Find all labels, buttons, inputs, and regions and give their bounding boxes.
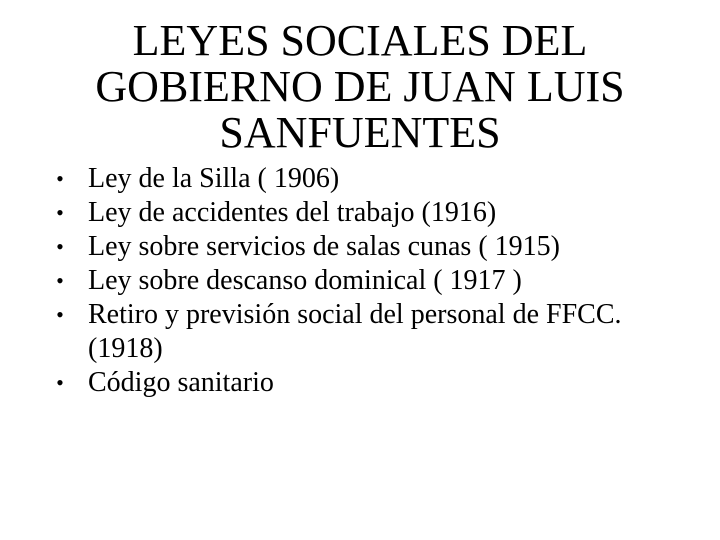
- bullet-text: Ley sobre servicios de salas cunas ( 1915): [88, 231, 560, 262]
- bullet-text: Ley de la Silla ( 1906): [88, 163, 340, 194]
- bullet-text: Retiro y previsión social del personal de FFCC. (1918): [88, 299, 622, 364]
- bullet-icon: •: [56, 200, 64, 225]
- bullet-icon: •: [56, 234, 64, 259]
- slide-title: LEYES SOCIALES DEL GOBIERNO DE JUAN LUIS SANFUENTES: [95, 16, 625, 157]
- bullet-icon: •: [56, 166, 64, 191]
- bullet-icon: •: [56, 302, 64, 327]
- bullet-item-6: [50, 366, 680, 400]
- bullet-item-1: [50, 162, 680, 196]
- bullet-item-2: [50, 196, 680, 230]
- bullet-list: [50, 162, 680, 400]
- bullet-text: Ley de accidentes del trabajo (1916): [88, 197, 497, 228]
- bullet-icon: •: [56, 370, 64, 395]
- bullet-item-4: [50, 264, 680, 298]
- bullet-item-3: [50, 230, 680, 264]
- bullet-text: Código sanitario: [88, 367, 274, 398]
- bullet-text: Ley sobre descanso dominical ( 1917 ): [88, 265, 522, 296]
- bullet-icon: •: [56, 268, 64, 293]
- bullet-item-5: [50, 298, 680, 366]
